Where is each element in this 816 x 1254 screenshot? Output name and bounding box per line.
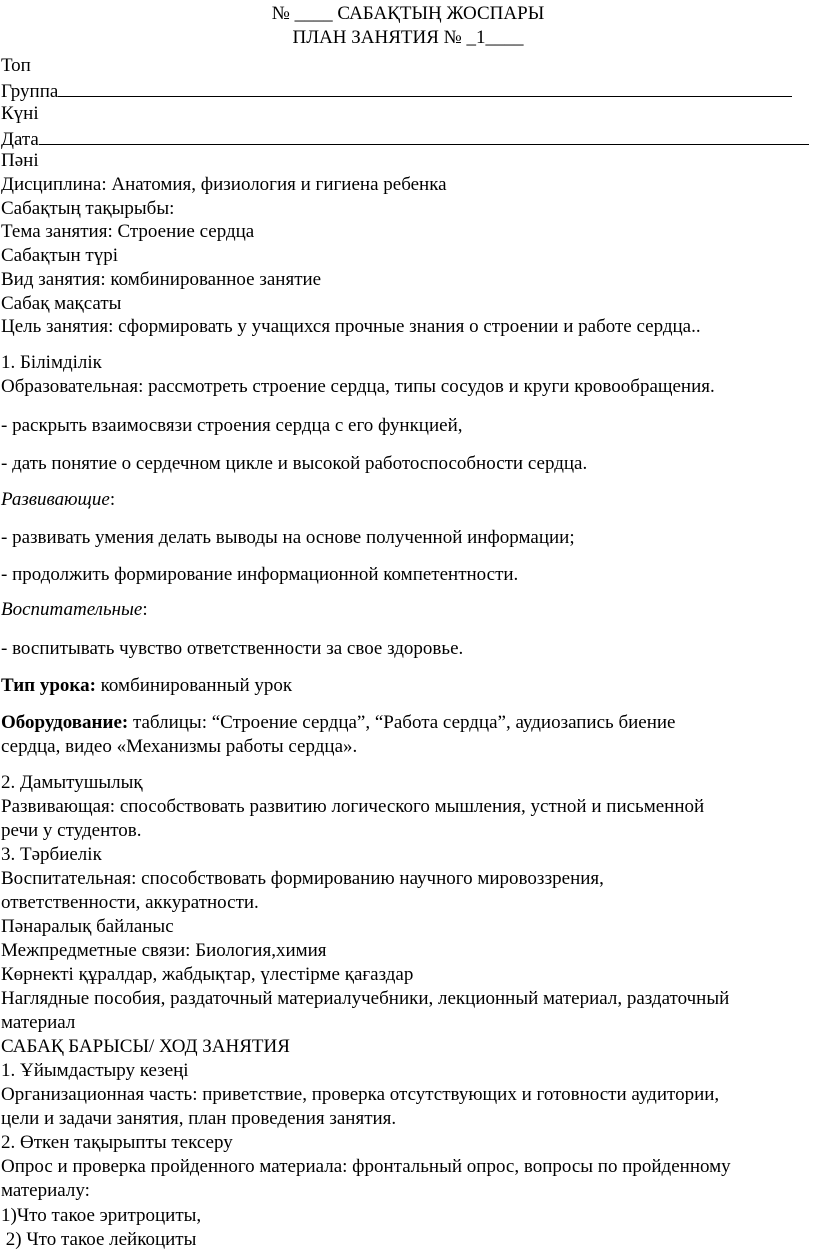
- dev-item-1: - развивать умения делать выводы на основе полученной информации;: [1, 527, 575, 548]
- lesson-type-label: Тип урока:: [1, 675, 96, 696]
- equipment-value-1: таблицы: “Строение сердца”, “Работа сердца”, аудиозапись биение: [128, 712, 676, 733]
- date-blank-line: [39, 126, 809, 145]
- visual-aids-line-1: Наглядные пособия, раздаточный материалучебники, лекционный материал, раздаточный: [1, 988, 730, 1009]
- discipline: Дисциплина: Анатомия, физиология и гигиена ребенка: [1, 174, 447, 195]
- upb-label-line: [1, 598, 148, 622]
- upb-objective-line-1: Воспитательная: способствовать формированию научного мировоззрения,: [1, 868, 604, 889]
- edu-item-2: - дать понятие о сердечном цикле и высокой работоспособности сердца.: [1, 453, 588, 474]
- topic-label-kz: Сабақтың тақырыбы:: [1, 198, 175, 219]
- date-label: Дата: [1, 129, 39, 150]
- equipment-label: Оборудование:: [1, 712, 129, 733]
- visual-aids-kz: Көрнекті құралдар, жабдықтар, үлестірме қағаздар: [1, 964, 414, 985]
- visual-aids-line-2: материал: [1, 1012, 76, 1033]
- edu-text: Образовательная: рассмотреть строение сердца, типы сосудов и круги кровообращения.: [1, 376, 715, 397]
- dev-objective-line-2: речи у студентов.: [1, 820, 142, 841]
- upb-objective-heading: 3. Тәрбиелік: [1, 844, 102, 865]
- date-field: [1, 126, 809, 152]
- step1-line-2: цели и задачи занятия, план проведения занятия.: [1, 1108, 397, 1129]
- step2-line-2: материалу:: [1, 1180, 90, 1201]
- group-blank-line: [58, 78, 792, 97]
- step1-line-1: Организационная часть: приветствие, проверка отсутствующих и готовности аудитории,: [1, 1084, 720, 1105]
- equipment-line-2: сердца, видео «Механизмы работы сердца».: [1, 736, 358, 757]
- dev-colon: :: [109, 489, 116, 510]
- question-1: 1)Что такое эритроциты,: [1, 1205, 202, 1226]
- interdisciplinary-kz: Пәнаралық байланыс: [1, 916, 174, 937]
- topic: Тема занятия: Строение сердца: [1, 221, 255, 242]
- day-label: Күні: [1, 103, 39, 124]
- group-label: Группа: [1, 81, 59, 102]
- step2-heading: 2. Өткен тақырыпты тексеру: [1, 1132, 233, 1153]
- step1-heading: 1. Ұйымдастыру кезеңі: [1, 1060, 189, 1081]
- edu-item-1: - раскрыть взаимосвязи строения сердца с его функцией,: [1, 415, 463, 436]
- subject-label-kz: Пәні: [1, 150, 39, 171]
- lesson-type-line: [1, 674, 292, 698]
- equipment-line-1: [1, 711, 675, 735]
- dev-label-line: [1, 488, 115, 512]
- goal-label-kz: Сабақ мақсаты: [1, 293, 122, 314]
- lesson-type: Вид занятия: комбинированное занятие: [1, 269, 322, 290]
- edu-heading: 1. Білімділік: [1, 352, 102, 373]
- question-2: 2) Что такое лейкоциты: [1, 1229, 197, 1250]
- title-ru: ПЛАН ЗАНЯТИЯ № _1____: [292, 27, 524, 48]
- top-label: Топ: [1, 55, 31, 76]
- dev-objective-line-1: Развивающая: способствовать развитию логического мышления, устной и письменной: [1, 796, 705, 817]
- dev-item-2: - продолжить формирование информационной компетентности.: [1, 564, 519, 585]
- dev-objective-heading: 2. Дамытушылық: [1, 772, 143, 793]
- goal: Цель занятия: сформировать у учащихся прочные знания о строении и работе сердца..: [1, 316, 701, 337]
- lesson-type-value: комбинированный урок: [95, 675, 293, 696]
- type-label-kz: Сабақтын түрі: [1, 245, 119, 266]
- upb-label: Воспитательные: [1, 599, 143, 620]
- progress-heading: САБАҚ БАРЫСЫ/ ХОД ЗАНЯТИЯ: [1, 1036, 290, 1057]
- upb-colon: :: [142, 599, 148, 620]
- interdisciplinary: Межпредметные связи: Биология,химия: [1, 940, 327, 961]
- upb-objective-line-2: ответственности, аккуратности.: [1, 892, 259, 913]
- title-kz: № ____ САБАҚТЫҢ ЖОСПАРЫ: [271, 3, 545, 24]
- group-field: [1, 78, 792, 104]
- dev-label: Развивающие: [1, 489, 110, 510]
- step2-line-1: Опрос и проверка пройденного материала: фронтальный опрос, вопросы по пройденному: [1, 1156, 731, 1177]
- upb-item-1: - воспитывать чувство ответственности за свое здоровье.: [1, 638, 464, 659]
